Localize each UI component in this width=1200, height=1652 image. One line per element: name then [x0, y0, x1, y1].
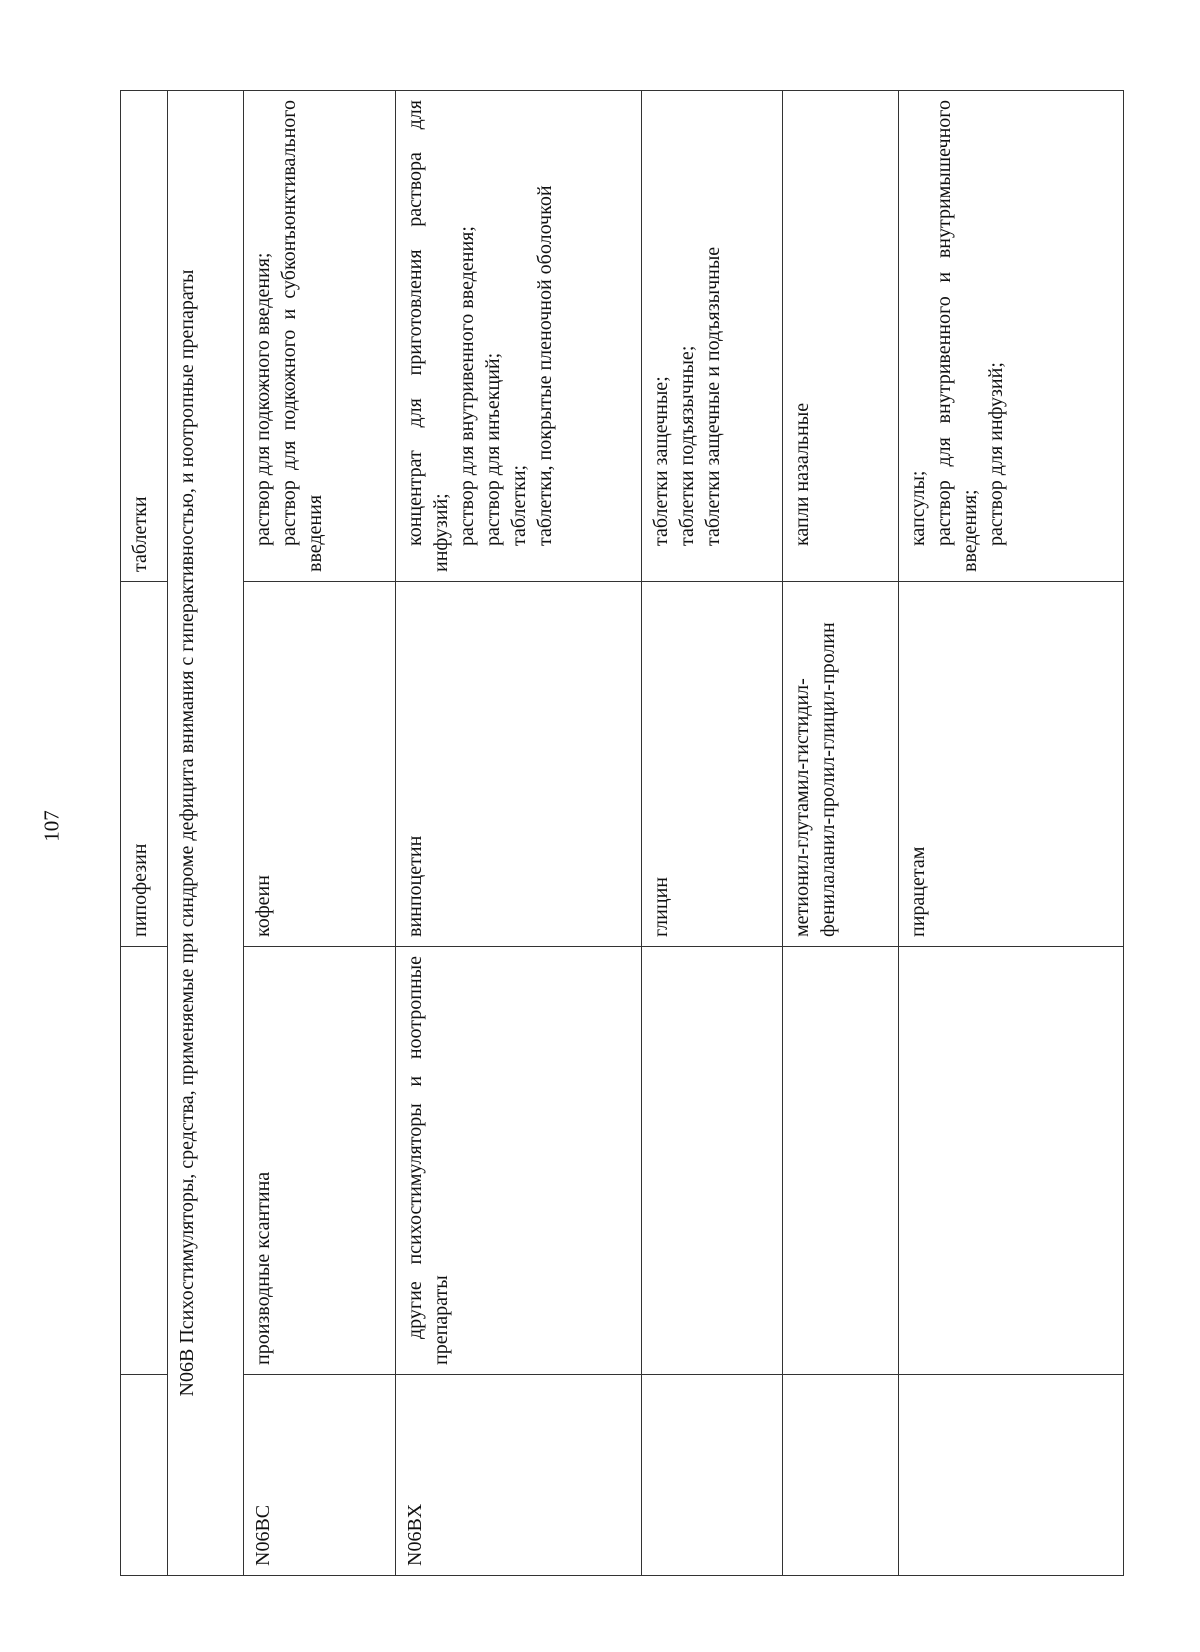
group-cell: другие психостимуляторы и ноотропные препараты	[396, 947, 642, 1375]
dosage-form-cell	[396, 91, 642, 582]
dosage-form-line: таблетки защечные и подъязычные	[702, 246, 724, 546]
dosage-form-line: концентрат для приготовления раствора для инфузий;	[404, 100, 452, 572]
substance-cell: кофеин	[244, 582, 396, 947]
section-header-row	[168, 91, 244, 1576]
dosage-form-line: таблетки	[129, 496, 151, 572]
dosage-form-line: капсулы;	[907, 470, 929, 546]
substance-cell: пипофезин	[121, 582, 168, 947]
atc-code-cell	[783, 1375, 899, 1576]
atc-code-cell	[121, 1375, 168, 1576]
substance-cell: глицин	[642, 582, 783, 947]
group-cell	[783, 947, 899, 1375]
substance-cell: винпоцетин	[396, 582, 642, 947]
dosage-form-line: раствор для инъекций;	[482, 352, 504, 546]
dosage-form-cell	[244, 91, 396, 582]
dosage-form-cell	[642, 91, 783, 582]
medicines-table	[120, 90, 1124, 1576]
dosage-form-line: раствор для внутривенного введения;	[456, 226, 478, 546]
section-title: N06B Психостимуляторы, средства, применяемые при синдроме дефицита внимания с гиперактивностью, и ноотропные препараты	[168, 91, 244, 1576]
group-cell	[121, 947, 168, 1375]
page-number: 107	[39, 810, 64, 842]
atc-code-cell	[899, 1375, 1124, 1576]
dosage-form-line: таблетки, покрытые пленочной оболочкой	[534, 185, 556, 546]
dosage-form-line: таблетки защечные;	[650, 376, 672, 546]
dosage-form-line: раствор для подкожного введения;	[252, 252, 274, 546]
table-row	[121, 91, 168, 1576]
table-row	[244, 91, 396, 1576]
substance-cell: метионил-глутамил-гистидил-фенилаланил-пролил-глицил-пролин	[783, 582, 899, 947]
dosage-form-line: раствор для инфузий;	[985, 362, 1007, 546]
table-row	[642, 91, 783, 1576]
dosage-form-cell	[121, 91, 168, 582]
dosage-form-cell	[899, 91, 1124, 582]
dosage-form-line: таблетки;	[508, 464, 530, 546]
atc-code-cell: N06BC	[244, 1375, 396, 1576]
substance-cell: пирацетам	[899, 582, 1124, 947]
group-cell	[899, 947, 1124, 1375]
atc-code-cell	[642, 1375, 783, 1576]
dosage-form-line: таблетки подъязычные;	[676, 345, 698, 546]
dosage-form-cell	[783, 91, 899, 582]
table-row	[783, 91, 899, 1576]
dosage-form-line: раствор для подкожного и субконъюнктивального введения	[278, 100, 326, 572]
group-cell: производные ксантина	[244, 947, 396, 1375]
table-row	[396, 91, 642, 1576]
dosage-form-line: капли назальные	[791, 402, 813, 546]
dosage-form-line: раствор для внутривенного и внутримышечного введения;	[933, 100, 981, 572]
group-cell	[642, 947, 783, 1375]
table-row	[899, 91, 1124, 1576]
atc-code-cell: N06BX	[396, 1375, 642, 1576]
